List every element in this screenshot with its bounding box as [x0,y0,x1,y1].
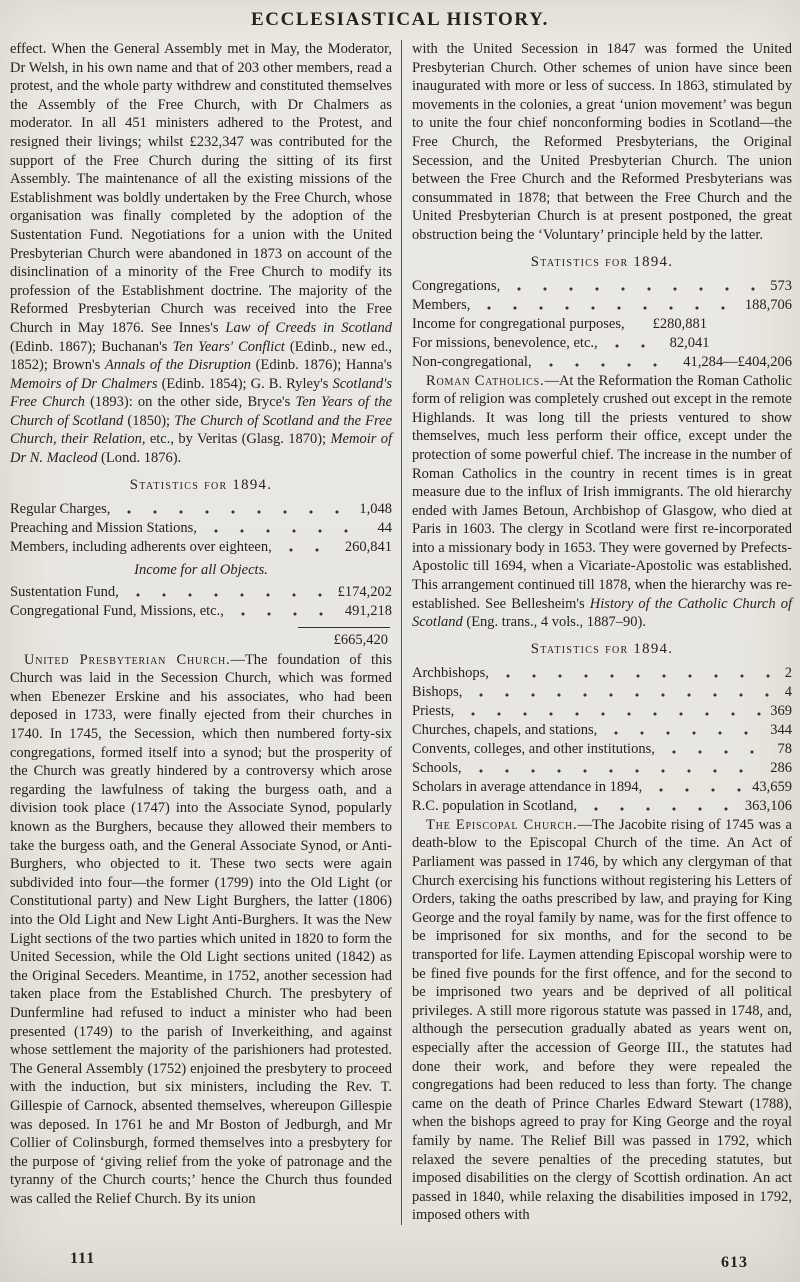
dot-leader [468,683,776,702]
two-column-layout [0,31,800,1225]
page-title: ECCLESIASTICAL HISTORY. [250,9,550,30]
stat-row [412,353,792,372]
stat-row [412,334,792,353]
stat-value: 44 [377,519,392,536]
dot-leader [538,353,676,372]
stat-value: 344 [770,721,792,738]
stat-label: For missions, benevolence, etc., [412,334,598,351]
stat-value: 82,041 [669,334,710,351]
stat-row [10,583,392,602]
stat-row [10,500,392,519]
stat-value: 491,218 [344,602,392,619]
stat-label: Sustentation Fund, [10,583,119,600]
statistics-heading: Statistics for 1894. [129,476,273,493]
income-total-value: £665,420 [298,627,390,649]
united-presbyterian-statistics-block [412,254,792,372]
stat-row [10,538,392,557]
stat-row [412,683,792,702]
dot-leader [648,778,744,797]
left-column [10,40,401,1225]
spacer [631,315,645,334]
stat-row [412,296,792,315]
stat-row [412,664,792,683]
stat-label: Convents, colleges, and other institutions, [412,740,655,757]
income-total-row [10,627,390,649]
paragraph-union-schemes: with the United Secession in 1847 was formed the United Presbyterian Church. Other schemes of union have since been inaugurated with more or less of success. In 1863, stimulated by movements in the colonies, a great ‘union movement’ was begun to unite the four chief nonconforming bodies in Scotland—the Free Church, the Reformed Presbyterians, the Original Secession, and the United Presbyterian Church. The union between the Free Church and the Reformed Presbyterians was consummated in 1878; that between the Free Church and the United Presbyterian Church is at present postponed, the great obstruction being the ‘Voluntary’ principle held by the latter. [412,41,792,243]
stat-label: Scholars in average attendance in 1894, [412,778,643,795]
paragraph-united-presbyterian: United Presbyterian Church.—The foundation of this Church was laid in the Secession Church, which was formed when Ebenezer Erskine and his associates, who had been deposed in 1733, were finally ejected from their churches in 1740. In 1745, the Secession, which then numbered forty-six congregations, formed itself into a synod; but the prosperity of the Church was greatly hindered by a controversy which arose regarding the lawfulness of taking the burgess oath, and a division took place (1747) into the Associate Synod, popularly known as the Burghers, because they allowed their members to take the burgess oath, and the General Associate Synod, or Anti-Burghers, who objected to it. These two sects were again subdivided into four—the former (1799) into the Old Light (or Constitutional party) and New Light Burghers, the latter (1806) into the Old Light and New Light Anti-Burghers. It was the New Light sections of the two parties which united in 1820 to form the United Secession, while the Old Light sections united (1842) as the Original Seceders. Meantime, in 1752, another secession had taken place from the Established Church. The presbytery of Dunfermline had refused to induct a minister who had been presented (1749) to the parish of Inverkeithing, and against whose settlement the majority of the parishioners had protested. The General Assembly (1752) enjoined the presbytery to proceed with the induction, but six ministers, including the Rev. T. Gillespie of Carnock, absented themselves, whereupon Gillespie was deposed. In 1761 he and Mr Boston of Jedburgh, and Mr Collier of Colinsburgh, formed themselves into a presbytery for the purpose of ‘giving relief from the yoke of patronage and the tyranny of the Church courts;’ hence the Church thus founded was called the Relief Church. By its union [10,651,392,1207]
stat-row [412,778,792,797]
stat-label: Non-congregational, [412,353,532,370]
dot-leader [203,519,370,538]
stat-label: Archbishops, [412,664,489,681]
stat-label: Congregations, [412,277,501,294]
stat-value: 573 [770,277,792,294]
stat-label: Churches, chapels, and stations, [412,721,598,738]
paragraph-free-church: effect. When the General Assembly met in May, the Moderator, Dr Welsh, in his own name and that of 203 other members, read a protest, and the whole party withdrew and constituted themselves the Assembly of the Free Church, with Dr Chalmers as moderator. In all 451 ministers adhered to the Protest, and resigned their livings; whilst £232,347 was contributed for the support of the Free Church during the sitting of its first Assembly. The maintenance of all the existing missions of the Establishment was boldly undertaken by the Free Church, whose organisation was finally completed by the adoption of the Sustentation Fund. Negotiations for a union with the United Presbyterian Church were abandoned in 1873 on account of the disinclination of a minority of the Free Church to modify its profession of the Establishment doctrine. The majority of the Reformed Presbyterian Church was received into the Free Church in May 1876. See Innes's Law of Creeds in Scotland (Edinb. 1867); Buchanan's Ten Years' Conflict (Edinb., new ed., 1852); Brown's Annals of the Disruption (Edinb. 1876); Hanna's Memoirs of Dr Chalmers (Edinb. 1854); G. B. Ryley's Scotland's Free Church (1893): on the other side, Bryce's Ten Years of the Church of Scotland (1850); The Church of Scotland and the Free Church, their Relation, etc., by Veritas (Glasg. 1870); Memoir of Dr N. Macleod (Lond. 1876). [10,41,393,467]
stat-row [10,519,392,538]
stat-label: Congregational Fund, Missions, etc., [10,602,224,619]
stat-value: £280,881 [652,315,707,332]
spacer [707,315,795,334]
stat-row [412,315,792,334]
stat-row [412,702,792,721]
dot-leader [583,797,737,816]
dot-leader [468,759,763,778]
stat-label: Priests, [412,702,455,719]
stat-label: Income for congregational purposes, [412,315,625,332]
stat-label: Regular Charges, [10,500,111,517]
statistics-heading: Statistics for 1894. [530,640,674,657]
right-column [401,40,792,1225]
paragraph-episcopal-church: The Episcopal Church.—The Jacobite rising of 1745 was a death-blow to the Episcopal Church of the time. An Act of Parliament was passed in 1746, by which any clergyman of that Church exercising his functions without registering his Letters of Orders, taking the oaths prescribed by law, and praying for King George and the royal family by name, was for the first offence to be imprisoned for six months, and for the second to be transported for life. Laymen attending Episcopal worship were to be fined five pounds for the first offence, and for the second to be imprisoned two years and be deprived of all political privileges. A still more rigorous statute was passed in 1748, and, although the persecution gradually abated as years went on, especially after the accession of George III., the statutes had done their work, and before they were repealed the congregations had been reduced to less than forty. The change came on the death of Prince Charles Edward Stewart (1788), when the bishops agreed to pray for King George and the royal family by name. The Relief Bill was passed in 1792, which relaxed the severe penalties of the preceding statutes, but imposed disabilities on the clergy of Scottish ordination. An act passed in 1840, while relaxing the disabilities imposed in 1792, imposed others with [412,816,792,1224]
stat-row [412,759,792,778]
dot-leader [604,334,662,353]
statistics-heading: Statistics for 1894. [530,253,674,270]
stat-value: 1,048 [359,500,392,517]
stat-value: 43,659 [752,778,792,795]
stat-label: Bishops, [412,683,463,700]
page-number-left: 111 [70,1250,96,1267]
stat-value: 41,284—£404,206 [683,353,792,370]
free-church-statistics-block [10,477,392,649]
income-subheading: Income for all Objects. [134,561,268,578]
dot-leader [460,702,762,721]
statistics-table [412,664,792,816]
paragraph-roman-catholics: Roman Catholics.—At the Reformation the Roman Catholic form of religion was completely crushed out except in the remote Highlands. It was long till the priests ventured to show themselves, much less perform their office, except under the protection of some powerful chief. The increase in the number of Roman Catholics in the country in recent times is in great measure due to the influx of Irish immigrants. The old hierarchy ended with James Betoun, Archbishop of Glasgow, who died at Paris in 1603. The clergy in Scotland were first re-incorporated into a missionary body in 1653. They were governed by Prefects-Apostolic till 1694, when a Vicariate-Apostolic was established. This arrangement continued till 1878, when the hierarchy was re-established. See Bellesheim's History of the Catholic Church of Scotland (Eng. trans., 4 vols., 1887–90). [412,372,792,631]
roman-catholic-statistics-block [412,641,792,816]
dot-leader [495,664,777,683]
statistics-table [10,500,392,557]
stat-label: Members, including adherents over eighteen, [10,538,272,555]
stat-label: Members, [412,296,471,313]
income-table [10,583,392,621]
dot-leader [116,500,351,519]
stat-row [412,277,792,296]
dot-leader [603,721,762,740]
stat-value: 2 [784,664,792,681]
stat-label: Preaching and Mission Stations, [10,519,197,536]
stat-value: 78 [777,740,792,757]
dot-leader [476,296,736,315]
stat-value: 4 [784,683,792,700]
dot-leader [125,583,330,602]
stat-value: 260,841 [344,538,392,555]
dot-leader [230,602,337,621]
stat-row [412,721,792,740]
stat-row [412,740,792,759]
stat-row [10,602,392,621]
dot-leader [661,740,770,759]
spacer [710,334,798,353]
page-number-right: 613 [721,1254,748,1271]
stat-row [412,797,792,816]
stat-value: 363,106 [744,797,792,814]
stat-value: 286 [770,759,792,776]
stat-value: £174,202 [337,583,392,600]
dot-leader [278,538,337,557]
stat-label: Schools, [412,759,462,776]
stat-value: 188,706 [744,296,792,313]
stat-value: 369 [770,702,792,719]
stat-label: R.C. population in Scotland, [412,797,578,814]
dot-leader [506,277,762,296]
statistics-table [412,277,792,372]
